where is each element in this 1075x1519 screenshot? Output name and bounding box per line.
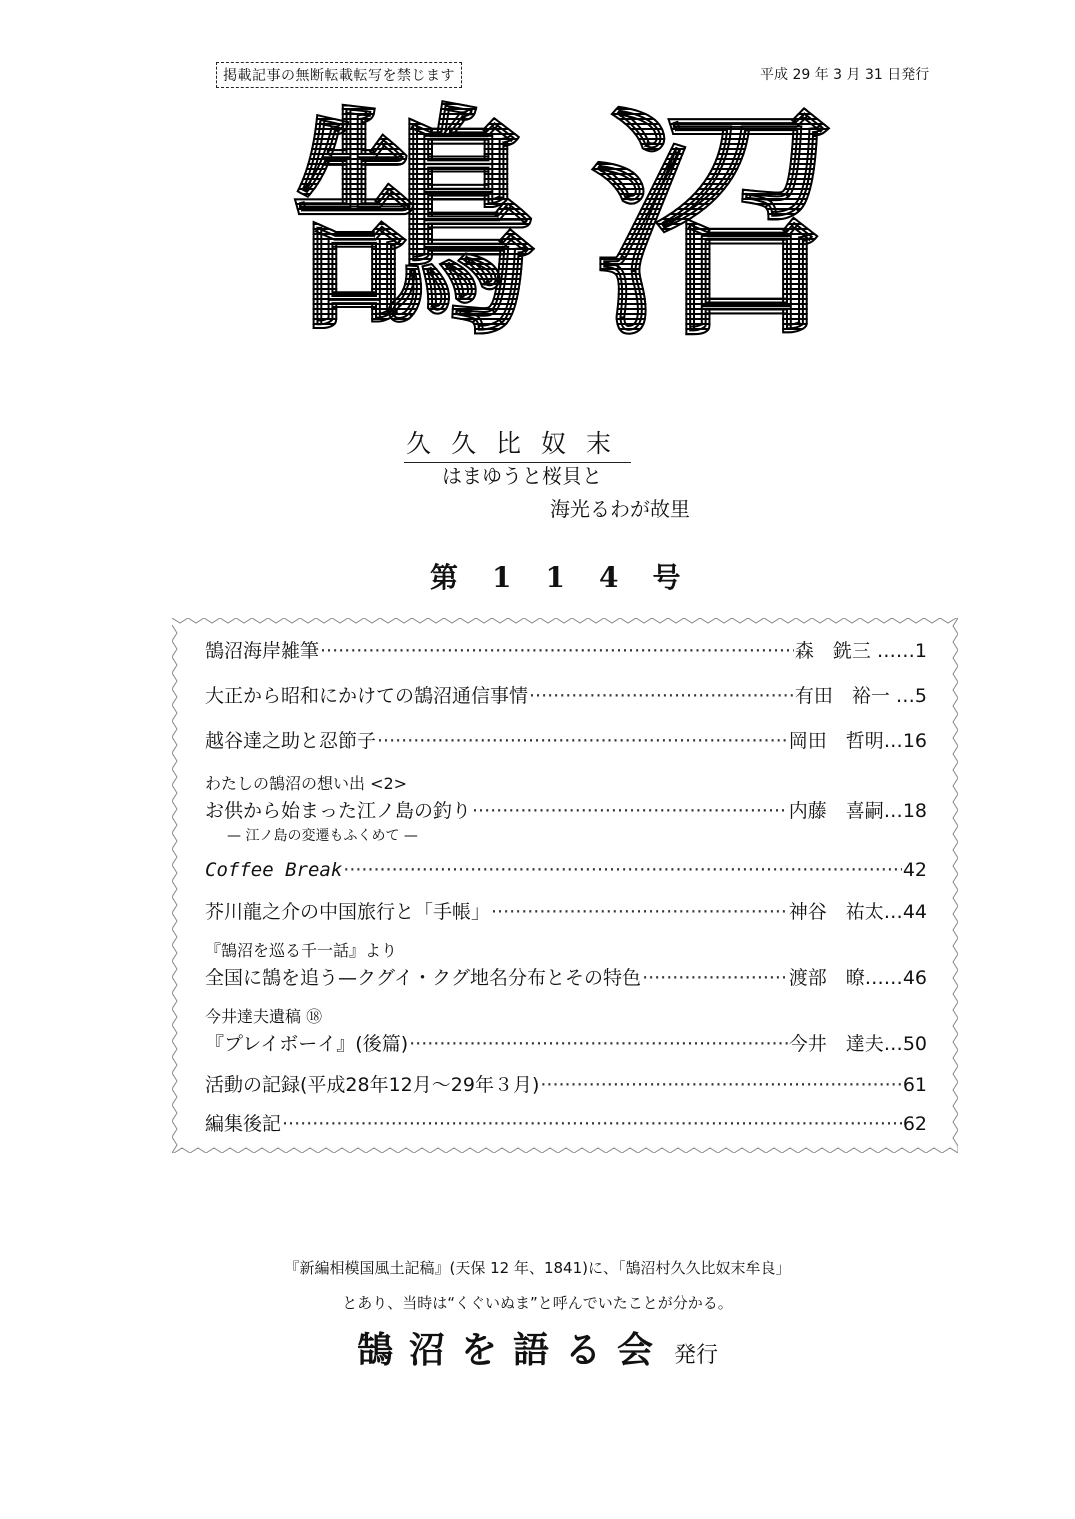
toc-entry-series: 今井達夫遺稿 ⑱ — [205, 1007, 323, 1026]
toc-author: 神谷 祐太… — [788, 901, 903, 923]
motto-title: 久久比奴末 — [404, 424, 631, 463]
footer-note-line-2: とあり、当時は“くぐいぬま”と呼んでいたことが分かる。 — [342, 1294, 733, 1312]
toc-page-number: 18 — [902, 800, 927, 822]
toc-author: 今井 達夫… — [788, 1033, 903, 1055]
toc-entry-series: わたしの鵠沼の想い出 <2> — [205, 774, 408, 793]
toc-title: 芥川龍之介の中国旅行と「手帳」 — [205, 901, 491, 923]
masthead-char-2: 沼 — [590, 81, 835, 369]
toc-entry — [205, 1070, 927, 1097]
toc-entry — [205, 1109, 927, 1136]
issue-number: 第114号 — [430, 561, 715, 594]
toc-page-number: 16 — [902, 730, 927, 752]
toc-leader-dots — [491, 901, 788, 923]
toc-entry — [205, 897, 927, 924]
toc-entry — [205, 1004, 927, 1056]
toc-entry — [205, 938, 927, 990]
toc-page-number: 5 — [914, 685, 927, 707]
toc-leader-dots — [343, 859, 902, 881]
toc-row — [205, 636, 927, 663]
toc-leader-dots — [409, 1033, 788, 1055]
toc-entry-subtitle: — 江ノ島の変遷もふくめて — — [227, 828, 418, 844]
toc-title: 『プレイボーイ』(後篇) — [205, 1033, 409, 1055]
toc-author: 有田 裕一 … — [794, 685, 915, 707]
toc-author: 渡部 暸…… — [788, 967, 903, 989]
publisher-name: 鵠沼を語る会 — [356, 1329, 669, 1371]
toc-entry — [205, 636, 927, 663]
toc-title: 全国に鵠を追う—クグイ・クグ地名分布とその特色 — [205, 967, 642, 989]
publisher-suffix: 発行 — [674, 1343, 719, 1368]
copyright-notice: 掲載記事の無断転載転写を禁じます — [216, 62, 462, 88]
toc-title: お供から始まった江ノ島の釣り — [205, 800, 472, 822]
toc-leader-dots — [529, 685, 794, 707]
toc-author: 森 銑三 …… — [794, 640, 915, 662]
toc-leader-dots — [642, 967, 788, 989]
toc-row — [205, 1109, 927, 1136]
toc-leader-dots — [282, 1113, 902, 1135]
toc-leader-dots — [320, 640, 794, 662]
motto-line-1: はまゆうと桜貝と — [442, 464, 602, 488]
toc-list — [205, 636, 927, 1136]
toc-entry — [205, 681, 927, 708]
toc-entry — [205, 859, 927, 881]
toc-entry — [205, 771, 927, 845]
toc-row — [205, 726, 927, 753]
toc-title: Coffee Break — [205, 859, 343, 881]
toc-leader-dots — [540, 1074, 901, 1096]
table-of-contents — [172, 618, 958, 1153]
publication-date: 平成 29 年 3 月 31 日発行 — [760, 67, 930, 83]
toc-page-number: 62 — [902, 1113, 927, 1135]
toc-author: 岡田 哲明… — [788, 730, 903, 752]
toc-row — [205, 897, 927, 924]
toc-row — [205, 796, 927, 823]
toc-row — [205, 963, 927, 990]
toc-page-number: 44 — [902, 901, 927, 923]
publisher — [0, 1322, 1075, 1373]
toc-row — [205, 681, 927, 708]
toc-page-number: 42 — [902, 859, 927, 881]
toc-row — [205, 1070, 927, 1097]
toc-page-number: 46 — [902, 967, 927, 989]
motto-line-2: 海光るわが故里 — [550, 497, 690, 521]
masthead-title — [290, 81, 850, 369]
toc-entry-series: 『鵠沼を巡る千一話』より — [205, 941, 398, 960]
toc-title: 鵠沼海岸雑筆 — [205, 640, 320, 662]
toc-title: 大正から昭和にかけての鵠沼通信事情 — [205, 685, 529, 707]
toc-page-number: 50 — [902, 1033, 927, 1055]
toc-page-number: 61 — [902, 1074, 927, 1096]
toc-title: 越谷達之助と忍節子 — [205, 730, 377, 752]
masthead-char-1: 鵠 — [290, 81, 535, 369]
toc-page-number: 1 — [914, 640, 927, 662]
toc-entry — [205, 726, 927, 753]
footer-note-line-1: 『新編相模国風土記稿』(天保 12 年、1841)に、「鵠沼村久久比奴末牟良」 — [284, 1259, 791, 1277]
toc-title: 活動の記録(平成28年12月～29年３月) — [205, 1074, 540, 1096]
toc-title: 編集後記 — [205, 1113, 282, 1135]
toc-row — [205, 859, 927, 881]
toc-leader-dots — [472, 800, 788, 822]
toc-row — [205, 1029, 927, 1056]
toc-author: 内藤 喜嗣… — [788, 800, 903, 822]
toc-leader-dots — [377, 730, 788, 752]
